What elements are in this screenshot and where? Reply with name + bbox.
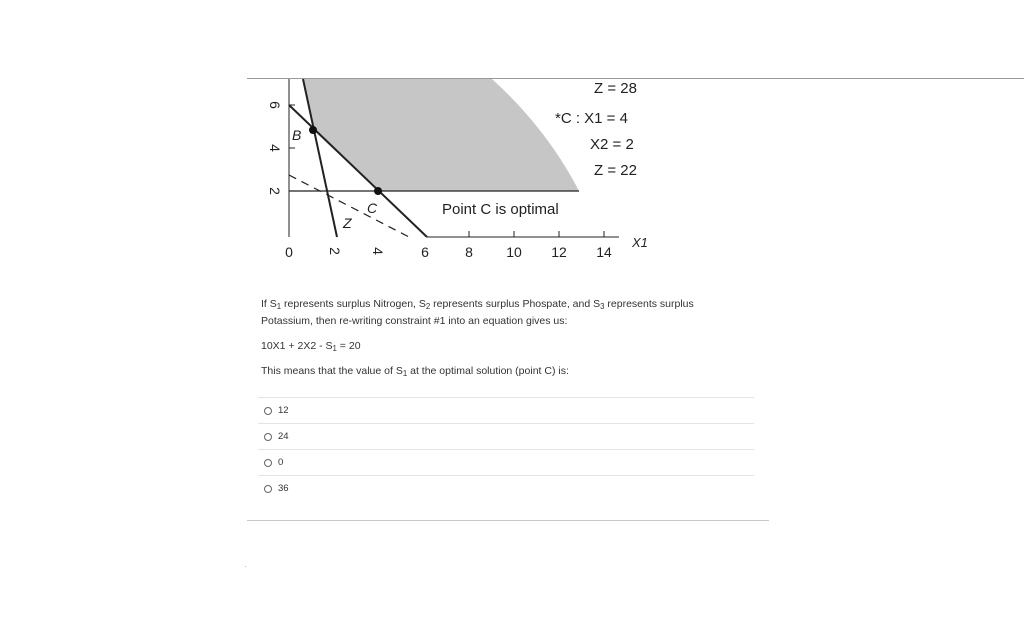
optimal-annotation: Point C is optimal — [442, 201, 559, 218]
answer-option-label: 36 — [278, 483, 289, 494]
z-top-annotation: Z = 28 — [594, 80, 637, 97]
answer-options — [258, 397, 754, 501]
x-label-12: 12 — [551, 244, 567, 260]
question-intro: If $S_1$ represents surplus Nitrogen, $S_2$ represents surplus Phospate, and $S_3$ represents surplus Potassium, then re-writing constraint #1 into an equation gives us: — [261, 298, 694, 327]
x-label-4: 4 — [370, 247, 386, 255]
lp-graph-svg — [247, 79, 667, 269]
radio-icon[interactable] — [264, 433, 272, 441]
bottom-divider — [247, 520, 769, 521]
x-label-14: 14 — [596, 244, 612, 260]
c-x2-annotation: X2 = 2 — [590, 136, 634, 153]
answer-option-label: 12 — [278, 405, 289, 416]
answer-option[interactable] — [258, 475, 754, 501]
x-axis-label: X1 — [632, 235, 648, 250]
answer-option[interactable] — [258, 423, 754, 449]
answer-option[interactable] — [258, 397, 754, 423]
c-x1-annotation: *C : X1 = 4 — [555, 110, 628, 127]
x-label-6: 6 — [421, 244, 429, 260]
point-c — [374, 187, 382, 195]
question-equation: $10X1 + 2X2 - S_1 = 20$ — [261, 340, 361, 353]
question-block — [261, 296, 731, 380]
y-label-6: 6 — [267, 101, 283, 109]
lp-graph — [247, 79, 667, 269]
x-label-0: 0 — [285, 244, 293, 260]
question-prompt: This means that the value of $S_1$ at the optimal solution (point C) is: — [261, 365, 569, 378]
answer-option-label: 24 — [278, 431, 289, 442]
radio-icon[interactable] — [264, 485, 272, 493]
feasible-region — [303, 79, 579, 191]
x-label-10: 10 — [506, 244, 522, 260]
label-b: B — [292, 127, 302, 143]
label-c: C — [367, 200, 378, 216]
c-z-annotation: Z = 22 — [594, 162, 637, 179]
point-b — [309, 126, 317, 134]
answer-option-label: 0 — [278, 457, 284, 468]
answer-option[interactable] — [258, 449, 754, 475]
y-label-2: 2 — [267, 187, 283, 195]
x-label-8: 8 — [465, 244, 473, 260]
y-label-4: 4 — [267, 144, 283, 152]
x-label-2: 2 — [327, 247, 343, 255]
label-z: Z — [343, 215, 352, 231]
radio-icon[interactable] — [264, 407, 272, 415]
stray-dot — [245, 566, 246, 567]
radio-icon[interactable] — [264, 459, 272, 467]
